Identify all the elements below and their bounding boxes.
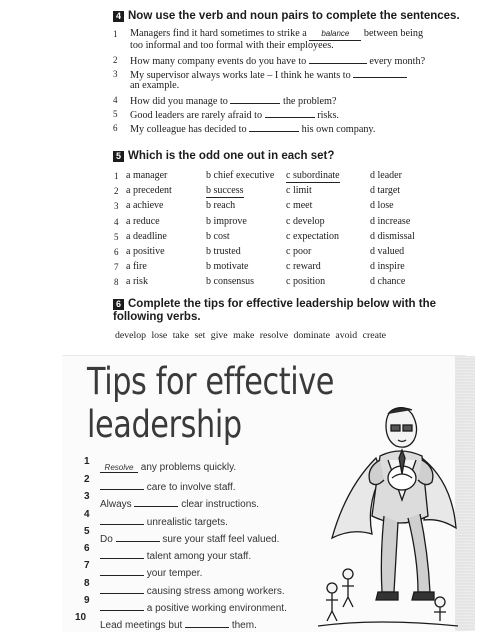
odd-option-a[interactable]: a achieve [126, 200, 164, 212]
tip-3 [100, 497, 259, 510]
tips-title-line2: leadership [87, 403, 242, 446]
odd-option-c[interactable]: c reward [286, 261, 321, 273]
odd-option-c[interactable]: c poor [286, 246, 312, 257]
sentence-1-cont: too informal and too formal with their employees. [130, 40, 334, 51]
odd-option-b[interactable]: b motivate [206, 261, 249, 273]
answer-balance[interactable]: balance [309, 28, 361, 41]
page-edge-texture [455, 356, 475, 631]
tip-number: 7 [84, 560, 90, 571]
odd-option-b[interactable]: b improve [206, 215, 247, 227]
odd-option-d[interactable]: d lose [370, 200, 394, 212]
odd-option-b[interactable]: b trusted [206, 246, 241, 257]
tip-text: your temper. [146, 568, 203, 579]
tip-prefix: Always [100, 499, 132, 510]
odd-option-a[interactable]: a precedent [126, 185, 172, 197]
tip-number: 10 [75, 612, 87, 623]
section-5-title: Which is the odd one out in each set? [128, 150, 335, 162]
odd-row-number: 2 [114, 186, 119, 197]
odd-option-d[interactable]: d dismissal [370, 230, 415, 242]
odd-option-a[interactable]: a manager [126, 170, 168, 181]
odd-row-number: 5 [114, 231, 119, 242]
section-5-badge: 5 [113, 151, 124, 162]
blank-4[interactable] [230, 94, 280, 104]
odd-option-d[interactable]: d leader [370, 170, 402, 181]
odd-option-b[interactable]: b consensus [206, 276, 255, 288]
tip-text: clear instructions. [181, 499, 260, 510]
odd-option-a[interactable]: a fire [126, 261, 147, 273]
tip-number: 8 [84, 578, 90, 589]
tip-7 [100, 566, 202, 579]
tip-blank[interactable] [134, 497, 178, 507]
section-4-heading [113, 10, 460, 23]
answer-resolve[interactable]: Resolve [100, 463, 138, 473]
odd-row-number: 3 [114, 201, 119, 212]
section-6-heading [113, 298, 436, 311]
odd-option-b[interactable]: b cost [206, 230, 230, 242]
tip-text: sure your staff feel valued. [162, 534, 280, 545]
tips-title-line1: Tips for effective [87, 360, 335, 403]
tip-number: 5 [84, 526, 90, 537]
odd-option-d[interactable]: d increase [370, 215, 411, 227]
odd-option-b[interactable]: b reach [206, 200, 236, 212]
odd-row-number: 6 [114, 247, 119, 257]
odd-option-b-marked[interactable]: b success [206, 185, 244, 197]
tip-text: causing stress among workers. [146, 586, 285, 597]
word-bank: develop lose take set give make resolve dominate avoid create [115, 330, 387, 341]
odd-option-c-marked[interactable]: c subordinate [286, 170, 340, 181]
odd-option-a[interactable]: a risk [126, 276, 148, 288]
blank-6[interactable] [249, 122, 299, 132]
blank-2[interactable] [309, 54, 367, 64]
section-6-title-line1: Complete the tips for effective leadership below with the [128, 298, 436, 310]
section-6-badge: 6 [113, 299, 124, 310]
odd-option-c[interactable]: c develop [286, 215, 325, 227]
tip-text: talent among your staff. [146, 551, 252, 562]
blank-3[interactable] [353, 68, 407, 78]
tip-blank[interactable] [100, 480, 144, 490]
tip-10 [100, 618, 257, 631]
odd-option-c[interactable]: c position [286, 276, 326, 288]
odd-option-a[interactable]: a positive [126, 246, 165, 257]
tip-text: unrealistic targets. [146, 517, 228, 528]
tip-text: a positive working environment. [146, 603, 287, 614]
section-4-badge: 4 [113, 11, 124, 22]
tip-text: care to involve staff. [146, 482, 236, 493]
tip-blank[interactable] [100, 515, 144, 525]
section-5-heading [113, 150, 334, 163]
tip-text: any problems quickly. [140, 462, 237, 473]
tip-blank[interactable] [185, 618, 229, 628]
odd-option-d[interactable]: d chance [370, 276, 406, 288]
tip-5 [100, 532, 279, 545]
tip-blank[interactable] [100, 566, 144, 576]
odd-row-number: 1 [114, 171, 119, 181]
tip-prefix: Do [100, 534, 113, 545]
odd-option-d[interactable]: d target [370, 185, 401, 197]
odd-option-d[interactable]: d inspire [370, 261, 405, 273]
leader-cartoon-illustration [318, 398, 458, 631]
tip-number: 2 [84, 474, 90, 485]
blank-5[interactable] [265, 108, 315, 118]
odd-option-d[interactable]: d valued [370, 246, 405, 257]
tip-blank[interactable] [100, 601, 144, 611]
tip-number: 6 [84, 543, 90, 554]
tip-8 [100, 584, 285, 597]
odd-option-a[interactable]: a reduce [126, 215, 160, 227]
tip-6 [100, 549, 251, 562]
tip-blank[interactable] [116, 532, 160, 542]
tip-blank[interactable] [100, 549, 144, 559]
odd-row-number: 7 [114, 262, 119, 273]
odd-row-number: 4 [114, 216, 119, 227]
tip-4 [100, 515, 228, 528]
tip-number: 4 [84, 509, 90, 520]
odd-option-c[interactable]: c expectation [286, 230, 340, 242]
sentence-3-cont: an example. [130, 80, 180, 91]
tip-number: 1 [84, 456, 90, 467]
tip-number: 3 [84, 491, 90, 502]
tip-number: 9 [84, 595, 90, 606]
tip-9 [100, 601, 287, 614]
tip-prefix: Lead meetings but [100, 620, 183, 631]
tip-1 [100, 462, 236, 473]
odd-option-a[interactable]: a deadline [126, 230, 167, 242]
odd-option-c[interactable]: c meet [286, 200, 313, 212]
tip-text: them. [231, 620, 257, 631]
odd-option-c[interactable]: c limit [286, 185, 312, 197]
odd-option-b[interactable]: b chief executive [206, 170, 275, 181]
tip-blank[interactable] [100, 584, 144, 594]
tip-2 [100, 480, 236, 493]
section-4-title: Now use the verb and noun pairs to complete the sentences. [128, 10, 460, 22]
section-6-title-line2: following verbs. [113, 311, 201, 323]
odd-row-number: 8 [114, 277, 119, 288]
